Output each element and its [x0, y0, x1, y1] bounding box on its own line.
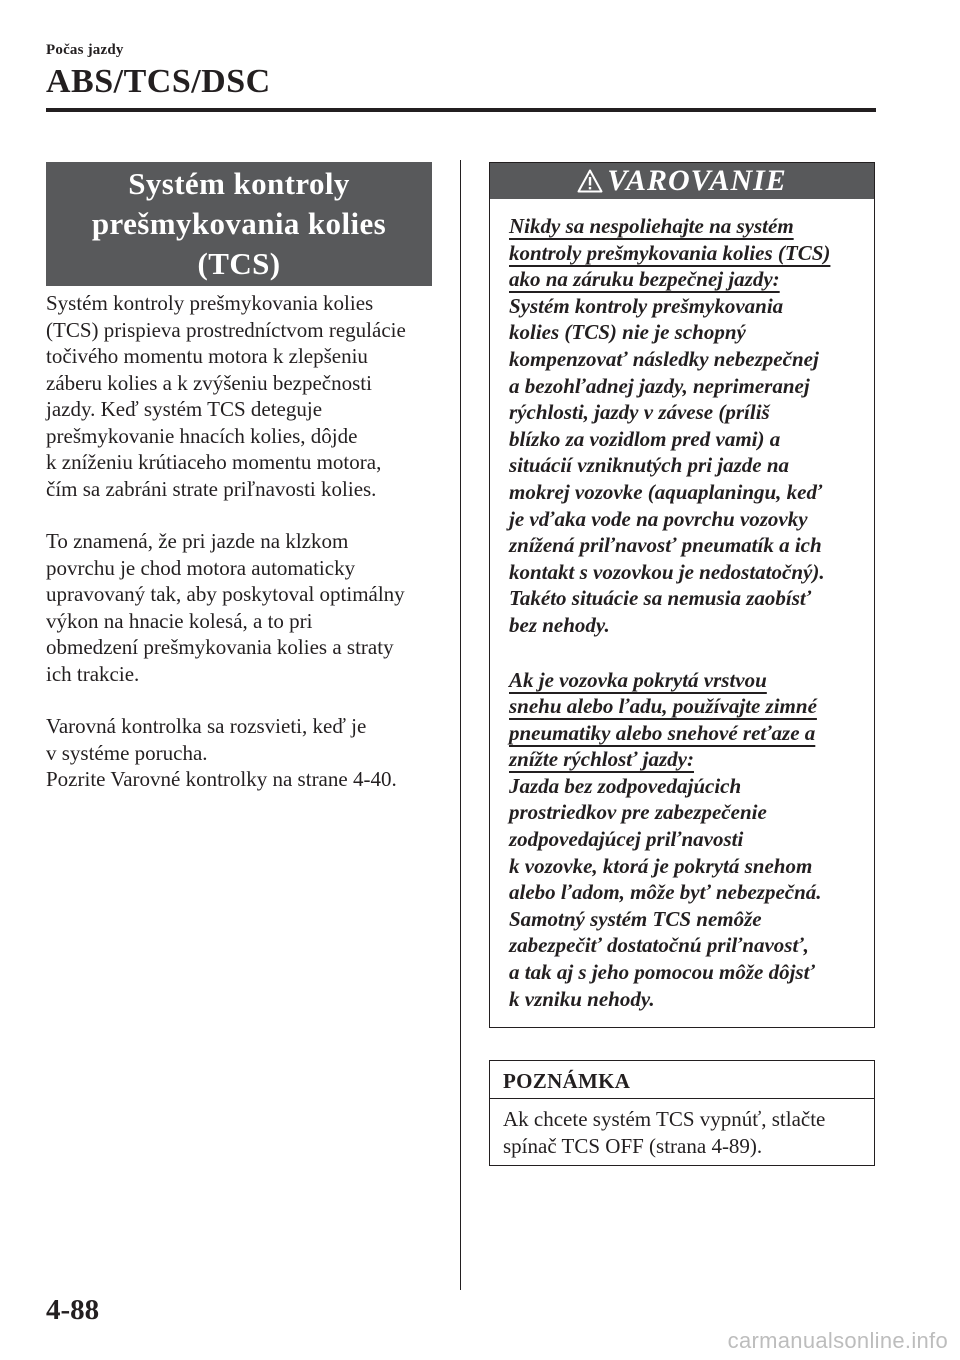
section-heading — [46, 162, 432, 286]
warning-triangle-icon — [577, 169, 603, 193]
warning-line: mokrej vozovke (aquaplaningu, keď — [509, 479, 823, 504]
warning-line: je vďaka vode na povrchu vozovky — [509, 506, 808, 531]
paragraph-gap — [509, 639, 868, 667]
warning-line: rýchlosti, jazdy v závese (príliš — [509, 400, 770, 425]
warning-line: situácií vzniknutých pri jazde na — [509, 453, 790, 478]
text-line: Systém kontroly prešmykovania kolies — [46, 291, 374, 315]
warning-line: Takéto situácie sa nemusia zaobísť — [509, 586, 812, 611]
warning-line: znížená priľnavosť pneumatík a ich — [509, 533, 822, 558]
warning-line-underlined: pneumatiky alebo snehové reťaze a — [509, 720, 816, 745]
paragraph — [46, 528, 446, 687]
breadcrumb: Počas jazdy — [46, 42, 124, 58]
section-heading-line: (TCS) — [197, 246, 281, 281]
text-line: To znamená, že pri jazde na klzkom — [46, 529, 349, 553]
warning-line: blízko za vozidlom pred vami) a — [509, 426, 781, 451]
text-line: povrchu je chod motora automaticky — [46, 555, 356, 580]
note-header: POZNÁMKA — [490, 1061, 874, 1099]
warning-line: k vozovke, ktorá je pokrytá snehom — [509, 853, 813, 878]
warning-line: kompenzovať následky nebezpečnej — [509, 346, 819, 371]
text-line: prešmykovanie hnacích kolies, dôjde — [46, 423, 358, 448]
note-line: Ak chcete systém TCS vypnúť, stlačte — [503, 1107, 826, 1131]
text-line: čím sa zabráni strate priľnavosti kolies. — [46, 476, 377, 501]
text-line: k zníženiu krútiaceho momentu motora, — [46, 450, 382, 474]
warning-line-underlined: ako na záruku bezpečnej jazdy: — [509, 267, 780, 292]
warning-body — [490, 199, 874, 1012]
text-line: Varovná kontrolka sa rozsvieti, keď je — [46, 714, 367, 738]
warning-line: bez nehody. — [509, 612, 610, 637]
warning-line: zabezpečiť dostatočnú priľnavosť, — [509, 933, 809, 958]
paragraph — [46, 290, 446, 502]
text-line: (TCS) prispieva prostredníctvom regulácie — [46, 317, 406, 342]
text-line: obmedzení prešmykovania kolies a straty — [46, 635, 394, 659]
note-body — [490, 1099, 874, 1159]
warning-header — [490, 163, 874, 199]
text-line: jazdy. Keď systém TCS deteguje — [46, 397, 323, 421]
text-line: ich trakcie. — [46, 661, 140, 686]
warning-line: kontakt s vozovkou je nedostatočný). — [509, 559, 825, 584]
warning-line-underlined: Nikdy sa nespoliehajte na systém — [509, 214, 794, 238]
warning-line: Jazda bez zodpovedajúcich — [509, 773, 742, 798]
column-divider — [460, 160, 461, 1290]
text-line: točivého momentu motora k zlepšeniu — [46, 344, 368, 368]
warning-line: kolies (TCS) nie je schopný — [509, 320, 746, 345]
warning-line-underlined: znížte rýchlosť jazdy: — [509, 747, 694, 772]
text-line: v systéme porucha. — [46, 740, 208, 765]
note-box — [489, 1060, 875, 1166]
page-number: 4-88 — [46, 1294, 100, 1326]
warning-line: Systém kontroly prešmykovania — [509, 293, 784, 318]
warning-line: prostriedkov pre zabezpečenie — [509, 800, 767, 825]
warning-line: Samotný systém TCS nemôže — [509, 906, 762, 931]
text-line: záberu kolies a k zvýšeniu bezpečnosti — [46, 370, 372, 395]
text-line: Pozrite Varovné kontrolky na strane 4-40. — [46, 767, 397, 791]
warning-line: a bezohľadnej jazdy, neprimeranej — [509, 373, 810, 398]
watermark: carmanualsonline.info — [727, 1328, 948, 1353]
warning-line: a tak aj s jeho pomocou môže dôjsť — [509, 960, 815, 985]
note-line: spínač TCS OFF (strana 4-89). — [503, 1133, 763, 1158]
warning-title: VAROVANIE — [607, 164, 787, 197]
warning-box — [489, 162, 875, 1028]
chapter-title: ABS/TCS/DSC — [46, 63, 271, 100]
text-line: výkon na hnacie kolesá, a to pri — [46, 608, 313, 633]
header-rule — [46, 108, 876, 112]
warning-line-underlined: kontroly prešmykovania kolies (TCS) — [509, 240, 831, 265]
warning-line: k vzniku nehody. — [509, 986, 655, 1011]
section-heading-line: Systém kontroly — [128, 166, 350, 201]
warning-line: zodpovedajúcej priľnavosti — [509, 827, 744, 852]
warning-line-underlined: Ak je vozovka pokrytá vrstvou — [509, 667, 767, 692]
warning-line-underlined: snehu alebo ľadu, používajte zimné — [509, 694, 817, 719]
paragraph — [46, 713, 446, 793]
body-text — [46, 290, 446, 819]
warning-line: alebo ľadom, môže byť nebezpečná. — [509, 880, 822, 905]
text-line: upravovaný tak, aby poskytoval optimálny — [46, 582, 405, 606]
section-heading-line: prešmykovania kolies — [91, 206, 387, 241]
